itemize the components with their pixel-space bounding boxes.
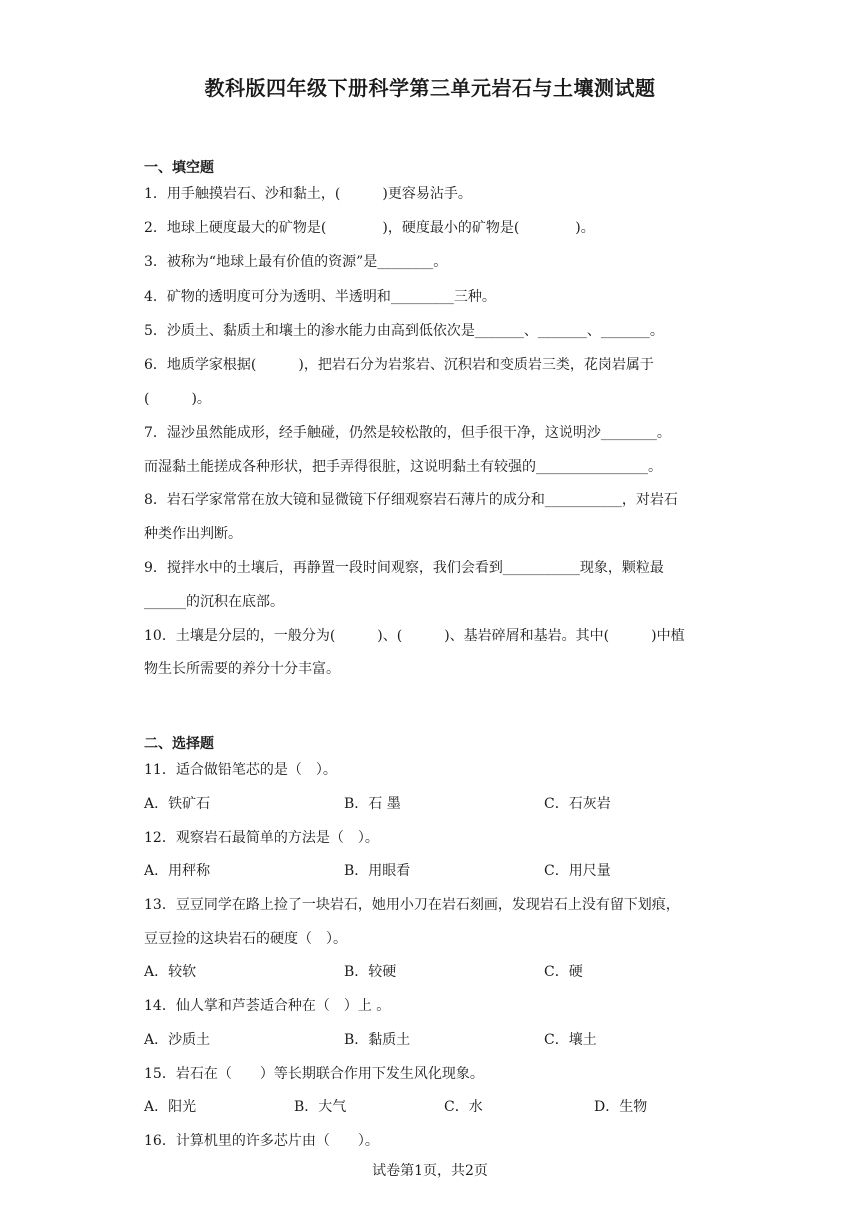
question-line: 7．湿沙虽然能成形，经手触碰，仍然是较松散的，但手很干净，这说明沙________。	[144, 425, 671, 441]
question-line: 3．被称为“地球上最有价值的资源”是________。	[144, 254, 448, 270]
question-line: 1．用手触摸岩石、沙和黏土，( )更容易沾手。	[144, 186, 472, 202]
option-a: A．铁矿石	[144, 796, 211, 812]
question-text: 11．适合做铅笔芯的是（ ）。	[144, 762, 337, 778]
question-line: 8．岩石学家常常在放大镜和显微镜下仔细观察岩石薄片的成分和___________，对岩石	[144, 492, 678, 508]
question-text-cont: 豆豆捡的这块岩石的硬度（ ）。	[144, 931, 347, 947]
option-b: B．较硬	[344, 964, 397, 980]
option-b: B．石 墨	[344, 796, 401, 812]
option-b: B．大气	[294, 1099, 347, 1115]
question-text: 15．岩石在（ ）等长期联合作用下发生风化现象。	[144, 1066, 484, 1082]
option-c: C．水	[444, 1099, 483, 1115]
question-line: 4．矿物的透明度可分为透明、半透明和_________三种。	[144, 289, 496, 305]
option-a: A．用秤称	[144, 863, 211, 879]
page-title: 教科版四年级下册科学第三单元岩石与土壤测试题	[204, 76, 656, 100]
option-c: C．硬	[544, 964, 583, 980]
question-line: 5．沙质土、黏质土和壤土的渗水能力由高到低依次是_______、_______、_______。	[144, 323, 664, 339]
page-footer: 试卷第1页，共2页	[372, 1163, 488, 1179]
option-a: A．沙质土	[144, 1032, 211, 1048]
question-text: 14．仙人掌和芦荟适合种在（ ）上 。	[144, 998, 391, 1014]
option-c: C．石灰岩	[544, 796, 611, 812]
option-a: A．阳光	[144, 1099, 197, 1115]
option-a: A．较软	[144, 964, 197, 980]
option-c: C．壤土	[544, 1032, 597, 1048]
question-line: 种类作出判断。	[144, 526, 242, 542]
question-line: 9．搅拌水中的土壤后，再静置一段时间观察，我们会看到___________现象，颗粒最	[144, 560, 664, 576]
question-text: 12．观察岩石最简单的方法是（ ）。	[144, 830, 379, 846]
question-line: 而湿黏土能搓成各种形状，把手弄得很脏，这说明黏土有较强的________________。	[144, 459, 662, 475]
question-line: 10．土壤是分层的，一般分为( )、( )、基岩碎屑和基岩。其中( )中植	[144, 628, 685, 644]
question-line: 物生长所需要的养分十分丰富。	[144, 661, 340, 677]
option-c: C．用尺量	[544, 863, 611, 879]
option-b: B．黏质土	[344, 1032, 411, 1048]
section-heading-choice: 二、选择题	[144, 736, 214, 752]
section-heading-fill-blank: 一、填空题	[144, 160, 214, 176]
question-line: 2．地球上硬度最大的矿物是( )，硬度最小的矿物是( )。	[144, 220, 595, 236]
question-line: ( )。	[144, 391, 211, 407]
question-line: 6．地质学家根据( )，把岩石分为岩浆岩、沉积岩和变质岩三类，花岗岩属于	[144, 357, 654, 373]
question-text: 13．豆豆同学在路上捡了一块岩石，她用小刀在岩石刻画，发现岩石上没有留下划痕，	[144, 897, 680, 913]
question-text: 16．计算机里的许多芯片由（ ）。	[144, 1133, 379, 1149]
option-b: B．用眼看	[344, 863, 411, 879]
option-d: D．生物	[594, 1099, 648, 1115]
question-line: ______的沉积在底部。	[144, 594, 284, 610]
